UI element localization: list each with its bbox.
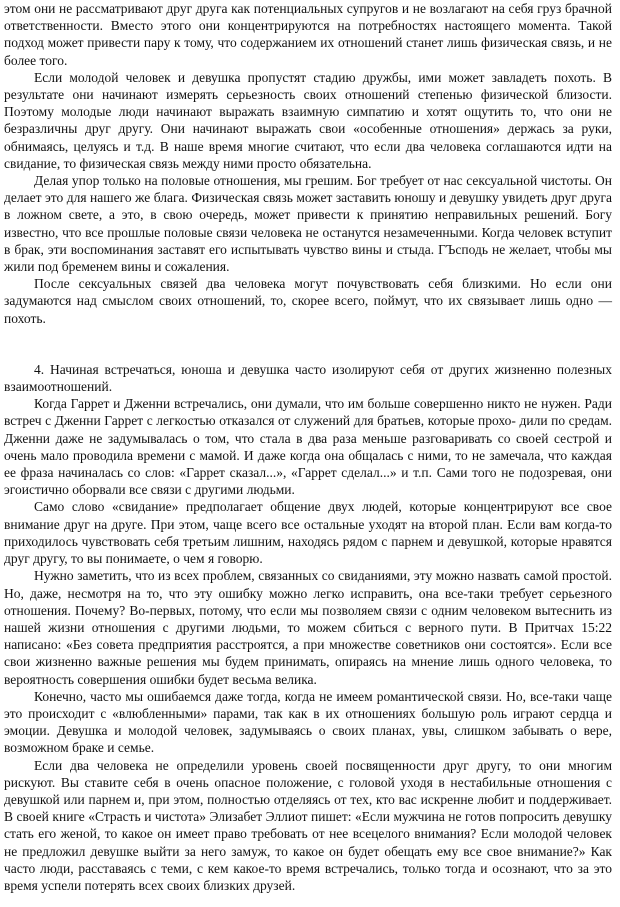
paragraph: Нужно заметить, что из всех проблем, связанных со свиданиями, эту можно назвать самой простой. Но, даже, несмотря на то, что эту ошибку можно легко исправить, она все-таки требует серьезного отношения. Почему? Во-первых, потому, что если мы позволяем связи с одним человеком вытеснить из нашей жизни отношения с другими людьми, то можем сбиться с верного пути. В Притчах 15:22 написано: «Без совета предприятия расстроятся, а при множестве советников они состоятся». Если все свои жизненно важные решения мы будем принимать, опираясь на мнение лишь одного человека, то вероятность совершения ошибки будет весьма велика. xyxy=(4,568,612,687)
paragraph: этом они не рассматривают друг друга как потенциальных супругов и не возлагают на себя груз брачной ответственности. Вместо этого они концентрируются на потребностях настоящего момента. Такой подход может привести пару к тому, что содержанием их отношений станет лишь физическая связь, и не более того. xyxy=(4,1,612,68)
section-heading-paragraph: 4. Начиная встречаться, юноша и девушка часто изолируют себя от других жизненно полезных взаимоотношений. xyxy=(4,361,612,395)
section-spacer xyxy=(4,327,612,361)
paragraph: Если молодой человек и девушка пропустят стадию дружбы, ими может завладеть похоть. В результате они начинают измерять серьезность своих отношений степенью физической близости. Поэтому молодые люди начинают выражать взаимную симпатию и хотят ощутить то, что они не безразличны друг другу. Они начинают выражать свои «особенные отношения» держась за руки, обнимаясь, целуясь и т.д. В наше время многие считают, что если два человека соглашаются идти на свидание, то физическая связь между ними просто обязательна. xyxy=(4,69,612,171)
paragraph: Само слово «свидание» предполагает общение двух людей, которые концентрируют все свое внимание друг на друге. При этом, чаще всего все остальные уходят на второй план. Если вам когда-то приходилось чувствовать себя третьим лишним, находясь рядом с парнем и девушкой, которые нравятся друг другу, то вы понимаете, о чем я говорю. xyxy=(4,499,612,567)
paragraph: Когда Гаррет и Дженни встречались, они думали, что им больше совершенно никто не нужен. Ради встреч с Дженни Гаррет с легкостью отказался от служений для братьев, которые прохо- дили по средам. Дженни даже не задумывалась о том, что стала в два раза меньше разговаривать со своей сестрой и очень мало проводила времени с мамой. И даже когда она общалась с ними, то не замечала, что каждая ее фраза начиналась со слов: «Гаррет сказал...», «Гаррет сделал...» и т.п. Сами того не подозревая, они эгоистично оборвали все связи с другими людьми. xyxy=(4,396,612,498)
paragraph: Если два человека не определили уровень своей посвященности друг другу, то они многим рискуют. Вы ставите себя в очень опасное положение, с головой уходя в нестабильные отношения с девушкой или парнем и, при этом, полностью отделяясь от тех, кто вас искренне любит и поддерживает. В своей книге «Страсть и чистота» Элизабет Эллиот пишет: «Если мужчина не готов попросить девушку стать его женой, то какое он имеет право требовать от нее всецелого внимания? Если молодой человек не предложил девушке выйти за него замуж, то какое он будет обещать ему все свое внимание?» Как часто люди, расставаясь с теми, с кем какое-то время встречались, только тогда и осознают, что за это время успели потерять всех своих близких друзей. xyxy=(4,757,612,893)
paragraph: После сексуальных связей два человека могут почувствовать себя близкими. Но если они задумаются над смыслом своих отношений, то, скорее всего, поймут, что их связывает лишь одно — похоть. xyxy=(4,276,612,326)
paragraph: Конечно, часто мы ошибаемся даже тогда, когда не имеем романтической связи. Но, все-таки чаще это происходит с «влюбленными» парами, так как в их отношениях большую роль играют сердца и эмоции. Девушка и молодой человек, задумываясь о своих планах, увы, слишком забывать о вере, возможном браке и семье. xyxy=(4,688,612,756)
paragraph: Делая упор только на половые отношения, мы грешим. Бог требует от нас сексуальной чистоты. Он делает это для нашего же блага. Физическая связь может заставить юношу и девушку увидеть друг друга в ложном свете, а это, в свою очередь, может привести к принятию неправильных решений. Богу известно, что все прошлые половые связи человека не останутся незамеченными. Когда человек вступит в брак, эти воспоминания заставят его испытывать чувство вины и стыда. ГЪсподь не желает, чтобы мы жили под бременем вины и сожаления. xyxy=(4,173,612,275)
